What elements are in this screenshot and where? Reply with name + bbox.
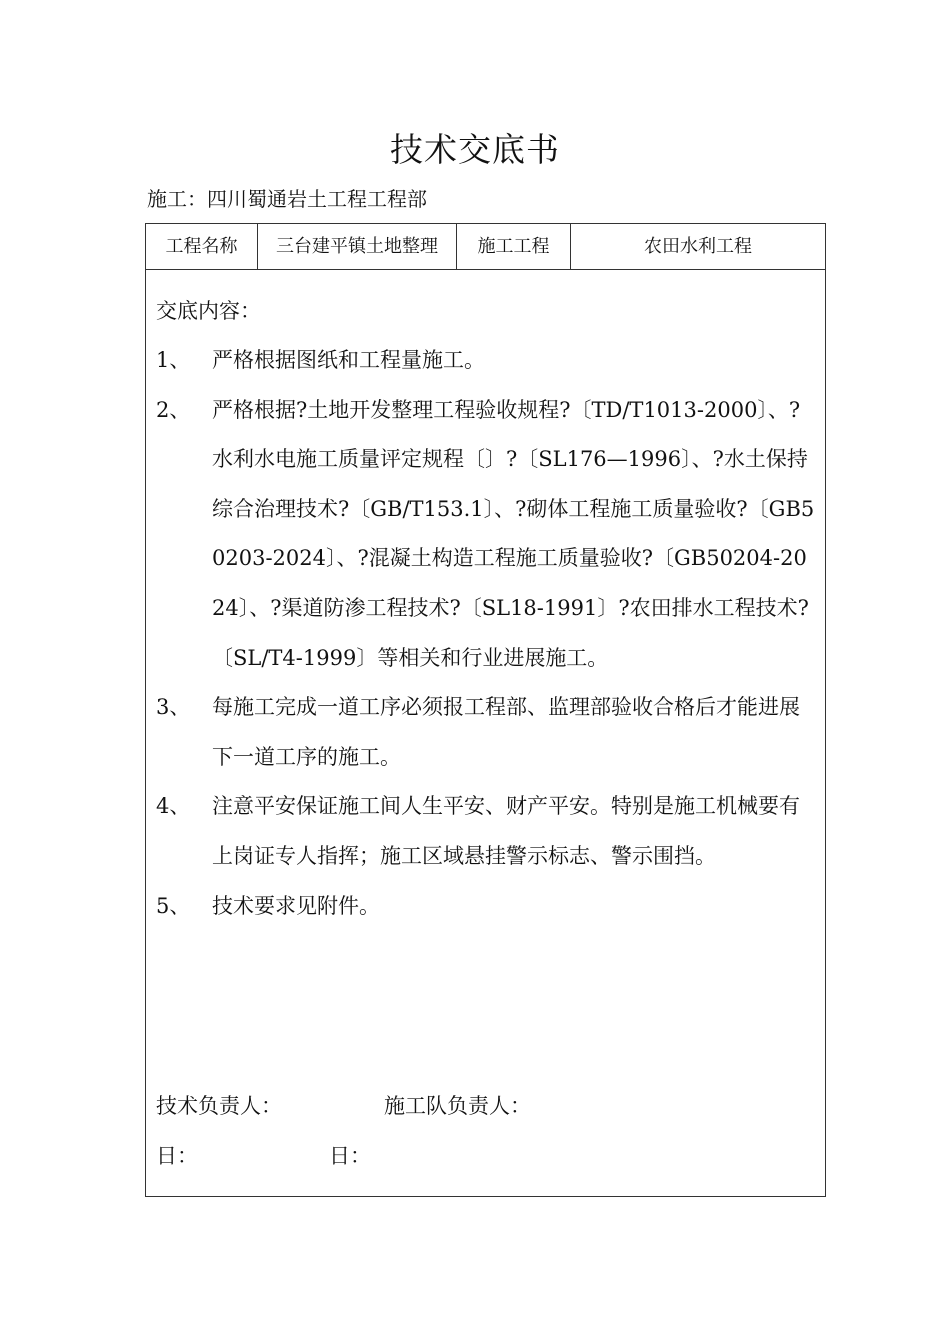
list-item (156, 782, 818, 881)
item-text: 技术要求见附件。 (212, 893, 380, 918)
item-number: 3、 (156, 695, 191, 720)
item-number: 1、 (156, 348, 191, 372)
date-label-1: 日： (156, 1144, 198, 1168)
tech-lead-label: 技术负责人： (156, 1094, 282, 1118)
contractor-line: 施工：四川蜀通岩土工程工程部 (147, 187, 427, 211)
item-text: 严格根据?土地开发整理工程验收规程?〔TD/T1013-2000〕、?水利水电施工质量评定规程〔〕?〔SL176—1996〕、?水土保持综合治理技术?〔GB/T153.1〕、?砌体工程施工质量验收?〔GB50203-2024〕、?混凝土构造工程施工质量验收?〔GB50204-2024〕、?渠道防渗工程技术?〔SL18-1991〕?农田排水工程技术?〔SL/T4-1999〕等相关和行业进展施工。 (212, 397, 815, 670)
item-number: 4、 (156, 794, 191, 819)
list-item (156, 882, 818, 932)
disclosure-content (156, 286, 818, 931)
list-item (156, 683, 818, 782)
list-item (156, 336, 818, 386)
disclosure-form (145, 223, 826, 1197)
signature-block (156, 1081, 816, 1181)
date-row (156, 1131, 816, 1181)
construction-project-label: 施工工程 (457, 224, 571, 269)
content-heading: 交底内容： (156, 299, 261, 323)
team-lead-label: 施工队负责人： (384, 1094, 531, 1118)
item-text: 注意平安保证施工间人生平安、财产平安。特别是施工机械要有上岗证专人指挥；施工区域悬挂警示标志、警示围挡。 (212, 794, 800, 868)
date-label-2: 日： (329, 1144, 371, 1168)
item-text: 严格根据图纸和工程量施工。 (212, 348, 485, 372)
item-number: 2、 (156, 397, 191, 422)
project-name-label: 工程名称 (146, 224, 258, 269)
item-number: 5、 (156, 893, 191, 918)
document-title: 技术交底书 (390, 130, 560, 169)
project-name-value: 三台建平镇土地整理 (258, 224, 457, 269)
project-info-row (146, 224, 825, 270)
construction-project-value: 农田水利工程 (644, 236, 752, 257)
item-text: 每施工完成一道工序必须报工程部、监理部验收合格后才能进展下一道工序的施工。 (212, 695, 800, 769)
signature-row (156, 1081, 816, 1131)
list-item (156, 386, 818, 684)
